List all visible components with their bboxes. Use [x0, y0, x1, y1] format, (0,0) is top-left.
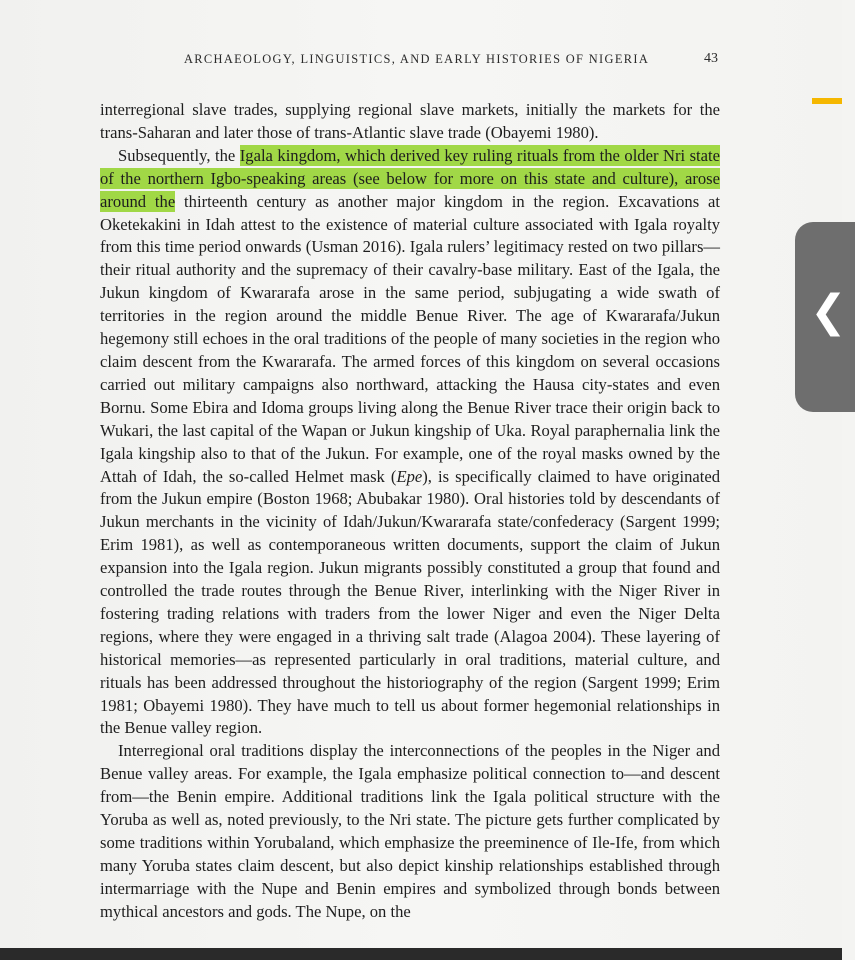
paragraph-1: interregional slave trades, supplying regional slave markets, initially the markets for the trans-Saharan and later those of trans-Atlantic slave trade (Obayemi 1980).	[100, 100, 720, 142]
paragraph-2-body: thirteenth century as another major kingdom in the region. Excavations at Oketekakini in Idah attest to the existence of material culture associated with Igala royalty from this time period onwards (Usman 2016). Igala rulers’ legitimacy rested on two pillars—their ritual authority and the supremacy of their cavalry-base military. East of the Igala, the Jukun kingdom of Kwararafa arose in the same period, subjugating a wide swath of territories in the region around the middle Benue River. The age of Kwararafa/Jukun hegemony still echoes in the oral traditions of the people of many societies in the region who claim descent from the Kwararafa. The armed forces of this kingdom on several occasions carried out military campaigns also northward, attacking the Hausa city-states and even Bornu. Some Ebira and Idoma groups living along the Benue River trace their origin back to Wukari, the last capital of the Wapan or Jukun kingship of Uka. Royal paraphernalia link the Igala kingship also to that of the Jukun. For example, one of the royal masks owned by the Attah of Idah, the so-called Helmet mask (	[100, 191, 720, 486]
running-head	[184, 52, 724, 67]
bottom-edge	[0, 948, 842, 960]
paragraph-3: Interregional oral traditions display the interconnections of the peoples in the Niger and Benue valley areas. For example, the Igala emphasize political connection to—and descent from—the Benin empire. Additional traditions link the Igala political structure with the Yoruba as well as, noted previously, to the Nri state. The picture gets further complicated by some traditions within Yorubaland, which emphasize the preeminence of Ile-Ife, from which many Yoruba states claim descent, but also depict kinship relationships established through intermarriage with the Nupe and Benin empires and symbolized through bonds between mythical ancestors and gods. The Nupe, on the	[100, 741, 720, 921]
page-number: 43	[704, 51, 718, 66]
paragraph-2-lead: Subsequently, the	[118, 145, 240, 165]
chevron-left-icon: ❮	[810, 286, 847, 337]
paragraph-2-end: ), is specifically claimed to have originated from the Jukun empire (Boston 1968; Abubakar 1980). Oral histories told by descendants of Jukun merchants in the vicinity of Idah/Jukun/Kwararafa state/confederacy (Sargent 1999; Erim 1981), as well as contemporaneous written documents, support the claim of Jukun expansion into the Igala region. Jukun migrants possibly constituted a group that found and controlled the trade routes through the Benue River, interlinking with the Niger River in fostering trading relations with traders from the lower Niger and even the Niger Delta regions, where they were engaged in a thriving salt trade (Alagoa 2004). These layering of historical memories—as represented particularly in oral traditions, material culture, and rituals has been addressed throughout the historiography of the region (Sargent 1999; Erim 1981; Obayemi 1980). They have much to tell us about former hegemonial relationships in the Benue valley region.	[100, 466, 720, 738]
text-highlight[interactable]: Igala kingdom, which derived key ruling rituals from the older Nri state of the northern Igbo-speaking areas (see below for more on this state and culture), arose around the	[100, 145, 720, 211]
bookmark-marker[interactable]	[812, 98, 842, 104]
italic-term: Epe	[396, 466, 423, 486]
paragraph-2	[100, 145, 720, 741]
running-title: ARCHAEOLOGY, LINGUISTICS, AND EARLY HISTORIES OF NIGERIA	[184, 52, 650, 66]
body-text	[100, 99, 720, 924]
side-panel-toggle[interactable]	[795, 222, 855, 412]
